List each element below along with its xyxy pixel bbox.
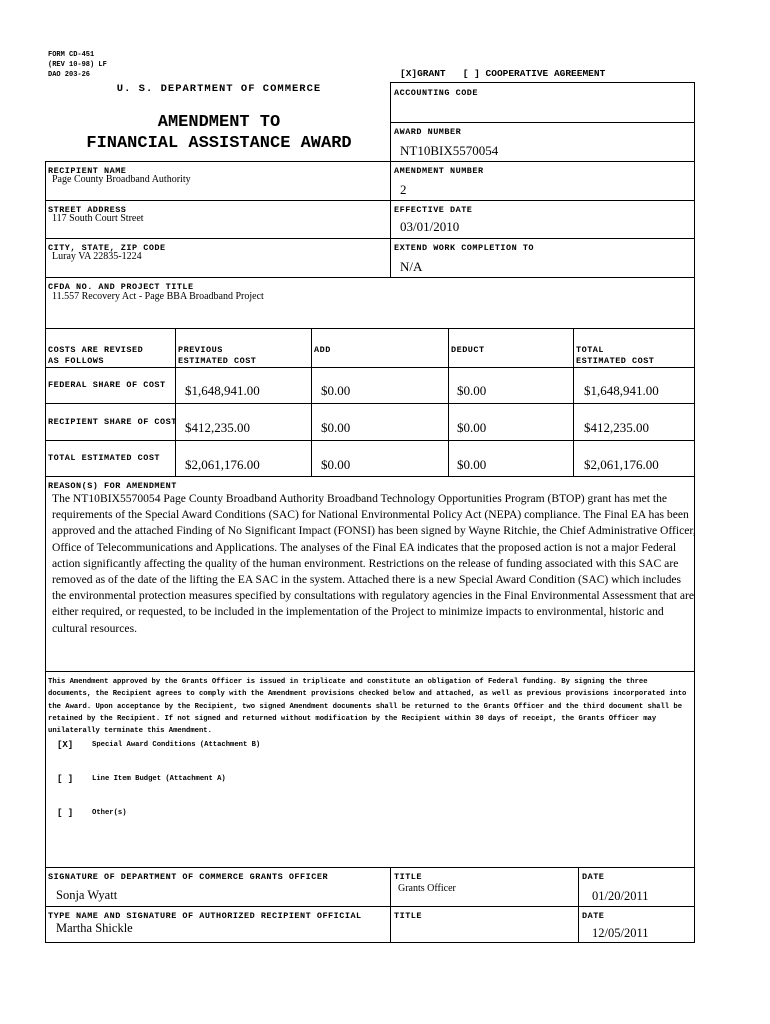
cost-deduct: $0.00 xyxy=(457,383,487,398)
cost-add: $0.00 xyxy=(321,457,351,472)
reasons-label: REASON(S) FOR AMENDMENT xyxy=(48,481,177,491)
recipient-name-label: RECIPIENT NAME xyxy=(48,166,127,176)
checkbox-row-special-conditions xyxy=(57,740,73,750)
recipient-title-label: TITLE xyxy=(394,911,423,921)
others-checkbox[interactable]: [ ] xyxy=(57,808,74,818)
rule-signatures-top xyxy=(45,867,695,868)
signature-divider-2 xyxy=(578,867,579,942)
cost-head-col1-line1: COSTS ARE REVISED xyxy=(48,345,144,355)
signature-divider-1 xyxy=(390,867,391,942)
officer-signature-label: SIGNATURE OF DEPARTMENT OF COMMERCE GRANTS OFFICER xyxy=(48,872,329,882)
reasons-text: The NT10BIX5570054 Page County Broadband Authority Broadband Technology Opportunities Program (BTOP) grant has met the requirements of the Special Award Conditions (SAC) for National Environmental Policy Act (NEPA) compliance. The Final EA has been approved and the attached Finding of No Significant Impact (FONSI) has been signed by Wayne Ritchie, the Chief Administrative Officer, Office of Telecommunications and Applications. The analyses of the Final EA indicates that the proposed action is not a major Federal action significantly affecting the quality of the human environment. Restrictions on the release of funding associated with this SAC are removed as of the date of the lifting the EA SAC in the system. Attached there is a new Special Award Condition (SAC) which includes the environmental protection measures specified by consultations with regulatory agencies in the Final Environmental Assessment that are either required, or requested, to be included in the implementation of the Project to minimize impacts to environmental, historic and cultural resources. xyxy=(52,492,696,635)
rule-top-right xyxy=(390,82,695,83)
cooperative-agreement-checkbox[interactable]: [ ] xyxy=(462,68,480,79)
cost-head-total-line1: TOTAL xyxy=(576,345,605,355)
border-left xyxy=(45,161,46,942)
rule-cost-head xyxy=(45,367,695,368)
rule-signatures-mid xyxy=(45,906,695,907)
street-address-value: 117 South Court Street xyxy=(52,213,144,224)
accounting-code-label: ACCOUNTING CODE xyxy=(394,88,479,98)
cost-head-previous-line2: ESTIMATED COST xyxy=(178,356,257,366)
amendment-number-label: AMENDMENT NUMBER xyxy=(394,166,484,176)
form-title-line1: AMENDMENT TO xyxy=(157,113,281,132)
cost-deduct: $0.00 xyxy=(457,457,487,472)
cost-total: $2,061,176.00 xyxy=(584,457,659,472)
cfda-value: 11.557 Recovery Act - Page BBA Broadband Project xyxy=(52,291,264,302)
cost-previous: $2,061,176.00 xyxy=(185,457,260,472)
cost-col-divider-4 xyxy=(573,328,574,476)
amendment-number-value: 2 xyxy=(400,182,407,197)
cost-row-label: TOTAL ESTIMATED COST xyxy=(48,453,161,463)
extend-completion-label: EXTEND WORK COMPLETION TO xyxy=(394,243,535,253)
form-id-line1: FORM CD-451 xyxy=(48,51,95,59)
city-state-zip-value: Luray VA 22835-1224 xyxy=(52,251,142,262)
recipient-official-name: Martha Shickle xyxy=(56,921,133,935)
cooperative-agreement-label: COOPERATIVE AGREEMENT xyxy=(485,68,606,79)
grant-label: GRANT xyxy=(417,68,446,79)
officer-title-label: TITLE xyxy=(394,872,423,882)
effective-date-label: EFFECTIVE DATE xyxy=(394,205,473,215)
cost-head-total-line2: ESTIMATED COST xyxy=(576,356,655,366)
cost-col-divider-2 xyxy=(311,328,312,476)
rule-reasons xyxy=(45,671,695,672)
approval-text: This Amendment approved by the Grants Officer is issued in triplicate and constitute an obligation of Federal funding. By signing the three documents, the Recipient agrees to comply with the Amendment provisions checked below and attached, as well as previous provisions incorporated into the Award. Upon acceptance by the Recipient, two signed Amendment documents shall be returned to the Grants Officer and the third document shall be retained by the Recipient. If not signed and returned without modification by the Recipient within 30 days of receipt, the Grants Officer may unilaterally terminate this Amendment. xyxy=(48,678,687,736)
cost-col-divider-1 xyxy=(175,328,176,476)
rule-street xyxy=(45,238,695,239)
checkbox-row-line-item-budget xyxy=(57,774,73,784)
cost-head-add: ADD xyxy=(314,345,331,355)
cost-add: $0.00 xyxy=(321,420,351,435)
rule-bottom xyxy=(45,942,695,943)
cost-head-previous-line1: PREVIOUS xyxy=(178,345,223,355)
cost-head-col1-line2: AS FOLLOWS xyxy=(48,356,105,366)
agency-name: U. S. DEPARTMENT OF COMMERCE xyxy=(116,83,322,95)
cost-total: $412,235.00 xyxy=(584,420,649,435)
rule-recipient xyxy=(45,200,695,201)
recipient-signature-label: TYPE NAME AND SIGNATURE OF AUTHORIZED RECIPIENT OFFICIAL xyxy=(48,911,362,921)
cost-row-label: RECIPIENT SHARE OF COST xyxy=(48,417,177,427)
cost-deduct: $0.00 xyxy=(457,420,487,435)
rule-cfda xyxy=(45,328,695,329)
officer-name: Sonja Wyatt xyxy=(56,888,118,902)
header-right-divider xyxy=(390,82,391,278)
grant-checkbox[interactable]: [X] xyxy=(400,68,418,79)
recipient-date-label: DATE xyxy=(582,911,605,921)
form-id-line2: (REV 10-98) LF xyxy=(48,61,107,69)
cfda-label: CFDA NO. AND PROJECT TITLE xyxy=(48,282,194,292)
street-address-label: STREET ADDRESS xyxy=(48,205,127,215)
form-title-line2: FINANCIAL ASSISTANCE AWARD xyxy=(86,134,352,153)
cost-row-label: FEDERAL SHARE OF COST xyxy=(48,380,166,390)
line-item-budget-label: Line Item Budget (Attachment A) xyxy=(92,775,226,783)
effective-date-value: 03/01/2010 xyxy=(400,219,460,234)
rule-city xyxy=(45,277,695,278)
officer-date-label: DATE xyxy=(582,872,605,882)
city-state-zip-label: CITY, STATE, ZIP CODE xyxy=(48,243,166,253)
others-label: Other(s) xyxy=(92,809,127,817)
checkbox-row-others xyxy=(57,808,73,818)
special-conditions-checkbox[interactable]: [X] xyxy=(57,740,74,750)
recipient-name-value: Page County Broadband Authority xyxy=(52,174,191,185)
award-type xyxy=(400,68,605,79)
recipient-date: 12/05/2011 xyxy=(592,926,649,940)
award-number-label: AWARD NUMBER xyxy=(394,127,462,137)
cost-previous: $1,648,941.00 xyxy=(185,383,260,398)
rule-cost-row2 xyxy=(45,440,695,441)
cost-add: $0.00 xyxy=(321,383,351,398)
line-item-budget-checkbox[interactable]: [ ] xyxy=(57,774,74,784)
award-number-value: NT10BIX5570054 xyxy=(400,143,499,158)
rule-cost-bottom xyxy=(45,476,695,477)
form-id xyxy=(48,50,107,80)
cost-previous: $412,235.00 xyxy=(185,420,250,435)
rule-cost-row1 xyxy=(45,403,695,404)
rule-header-bottom xyxy=(45,161,695,162)
rule-accounting xyxy=(390,122,695,123)
extend-completion-value: N/A xyxy=(400,259,423,274)
form-id-line3: DAO 203-26 xyxy=(48,71,91,79)
officer-title: Grants Officer xyxy=(398,883,456,894)
cost-col-divider-3 xyxy=(448,328,449,476)
cost-head-deduct: DEDUCT xyxy=(451,345,485,355)
officer-date: 01/20/2011 xyxy=(592,889,649,903)
cost-total: $1,648,941.00 xyxy=(584,383,659,398)
special-conditions-label: Special Award Conditions (Attachment B) xyxy=(92,741,261,749)
